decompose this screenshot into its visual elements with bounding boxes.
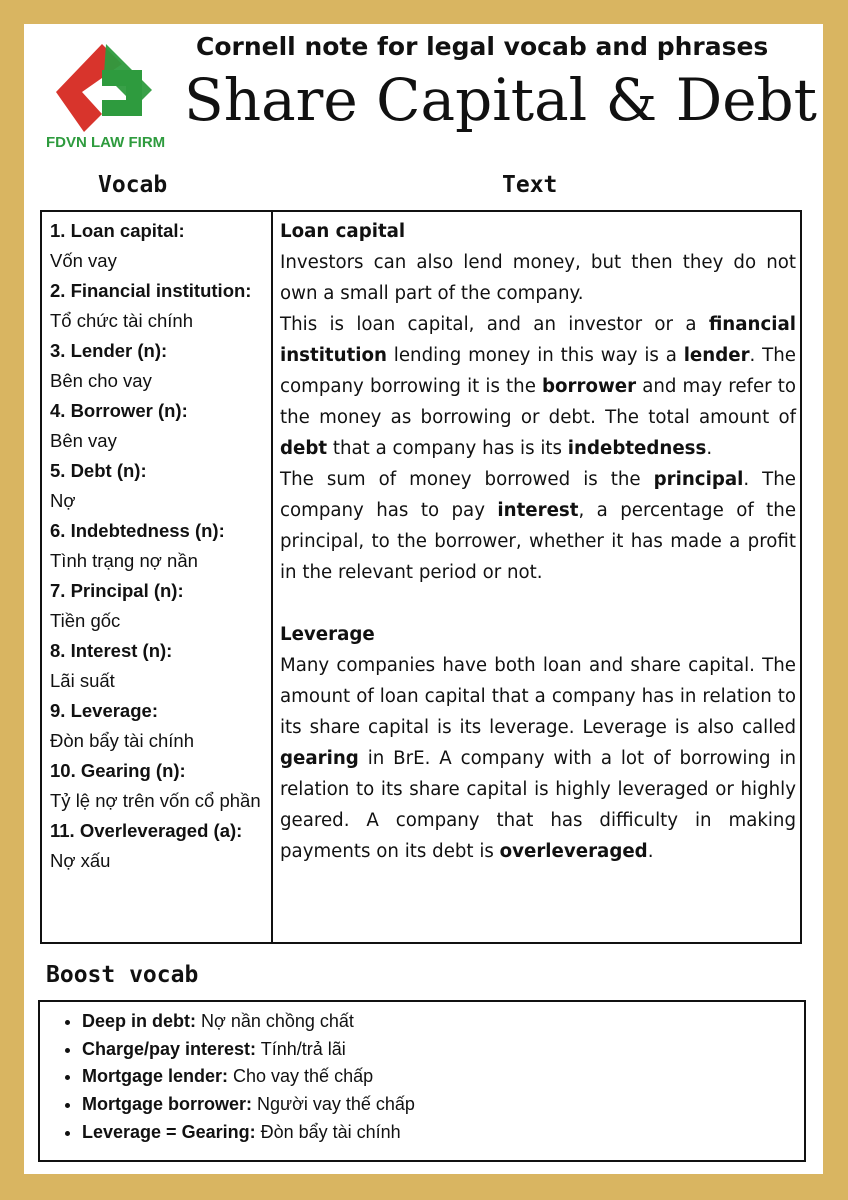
cornell-table xyxy=(40,210,802,944)
list-item xyxy=(82,1008,804,1036)
paragraph-text: This is loan capital, and an investor or a xyxy=(280,314,709,335)
paragraph xyxy=(280,464,796,588)
boost-vocab-box xyxy=(38,1000,806,1162)
key-term: principal xyxy=(653,469,744,490)
vocab-column-header: Vocab xyxy=(98,172,168,198)
logo-text: FDVN LAW FIRM xyxy=(46,134,166,151)
paragraph-text: , a percentage of the principal, to the borrower, whether it has made a profit in the relevant period or not. xyxy=(280,500,797,583)
paragraph-text: that a company has is its xyxy=(327,438,568,459)
vocab-term: 3. Lender (n): xyxy=(50,340,168,361)
text-column-header: Text xyxy=(502,172,558,198)
vocab-term: 7. Principal (n): xyxy=(50,580,184,601)
paragraph-text: . xyxy=(647,841,654,862)
vocab-term: 4. Borrower (n): xyxy=(50,400,188,421)
boost-vocab-heading: Boost vocab xyxy=(46,962,199,988)
boost-translation: Cho vay thế chấp xyxy=(228,1066,374,1087)
vocab-translation: Vốn vay xyxy=(50,250,117,271)
vocab-item xyxy=(50,636,268,696)
key-term: gearing xyxy=(280,748,359,769)
vocab-item xyxy=(50,216,268,276)
paragraph-text: Investors can also lend money, but then they do not own a small part of the company. xyxy=(280,252,796,304)
vocab-translation: Lãi suất xyxy=(50,670,115,691)
vocab-term: 2. Financial institution: xyxy=(50,280,252,301)
vocab-item xyxy=(50,756,268,816)
vocab-list xyxy=(50,216,268,876)
vocab-translation: Tổ chức tài chính xyxy=(50,310,193,331)
section-heading-leverage: Leverage xyxy=(280,624,375,645)
vocab-translation: Tiền gốc xyxy=(50,610,121,631)
vocab-translation: Bên cho vay xyxy=(50,370,152,391)
boost-term: Leverage = Gearing: xyxy=(82,1121,256,1142)
vocab-term: 1. Loan capital: xyxy=(50,220,185,241)
vocab-translation: Đòn bẩy tài chính xyxy=(50,730,194,751)
paragraph xyxy=(280,247,796,309)
list-item xyxy=(82,1119,804,1147)
boost-term: Charge/pay interest: xyxy=(82,1038,257,1059)
paragraph-text: Many companies have both loan and share capital. The amount of loan capital that a company has in relation to its share capital is its leverage. Leverage is also called xyxy=(280,655,796,738)
vocab-item xyxy=(50,456,268,516)
section-heading-loan-capital: Loan capital xyxy=(280,221,406,242)
vocab-translation: Tỷ lệ nợ trên vốn cổ phần xyxy=(50,790,261,811)
boost-translation: Nợ nần chồng chất xyxy=(196,1011,354,1031)
paragraph xyxy=(280,650,796,867)
vocab-term: 10. Gearing (n): xyxy=(50,760,186,781)
boost-term: Mortgage borrower: xyxy=(82,1094,253,1115)
list-item xyxy=(82,1091,804,1119)
paragraph-text: . The company has to pay xyxy=(280,469,796,521)
key-term: borrower xyxy=(542,376,637,397)
vocab-item xyxy=(50,576,268,636)
key-term: financial institution xyxy=(280,314,796,366)
vocab-translation: Nợ xyxy=(50,490,76,511)
paragraph-text: and may refer to the money as borrowing or debt. The total amount of xyxy=(280,376,796,428)
vocab-item xyxy=(50,696,268,756)
paragraph-text: lending money in this way is a xyxy=(386,345,684,366)
vocab-term: 6. Indebtedness (n): xyxy=(50,520,225,541)
vocab-item xyxy=(50,816,268,876)
page xyxy=(24,24,823,1174)
vocab-term: 11. Overleveraged (a): xyxy=(50,820,243,841)
paragraph-text: The sum of money borrowed is the xyxy=(280,469,654,490)
list-item xyxy=(82,1063,804,1091)
boost-vocab-list xyxy=(40,1002,804,1147)
boost-term: Deep in debt: xyxy=(82,1011,197,1031)
vocab-item xyxy=(50,336,268,396)
column-divider xyxy=(271,212,273,942)
page-title: Share Capital & Debt xyxy=(184,66,817,134)
key-term: debt xyxy=(280,438,328,459)
notes-text xyxy=(280,216,796,867)
boost-translation: Tính/trả lãi xyxy=(256,1038,346,1059)
vocab-term: 8. Interest (n): xyxy=(50,640,173,661)
vocab-item xyxy=(50,516,268,576)
vocab-item xyxy=(50,276,268,336)
key-term: interest xyxy=(497,500,579,521)
key-term: indebtedness xyxy=(567,438,707,459)
key-term: lender xyxy=(683,345,750,366)
list-item xyxy=(82,1036,804,1064)
vocab-translation: Tình trạng nợ nần xyxy=(50,550,198,571)
vocab-translation: Bên vay xyxy=(50,430,117,451)
boost-translation: Đòn bẩy tài chính xyxy=(255,1121,401,1142)
paragraph-text: . xyxy=(706,438,713,459)
key-term: overleveraged xyxy=(499,841,648,862)
paragraph-text: . The company borrowing it is the xyxy=(280,345,796,397)
boost-term: Mortgage lender: xyxy=(82,1066,229,1087)
paragraph xyxy=(280,309,796,464)
vocab-term: 9. Leverage: xyxy=(50,700,158,721)
paragraph-text: in BrE. A company with a lot of borrowing in relation to its share capital is highly leveraged or highly geared. A company that has difficulty in making payments on its debt is xyxy=(280,748,796,862)
vocab-translation: Nợ xấu xyxy=(50,850,111,871)
vocab-item xyxy=(50,396,268,456)
boost-translation: Người vay thế chấp xyxy=(252,1094,415,1115)
vocab-term: 5. Debt (n): xyxy=(50,460,147,481)
page-subtitle: Cornell note for legal vocab and phrases xyxy=(196,32,769,61)
